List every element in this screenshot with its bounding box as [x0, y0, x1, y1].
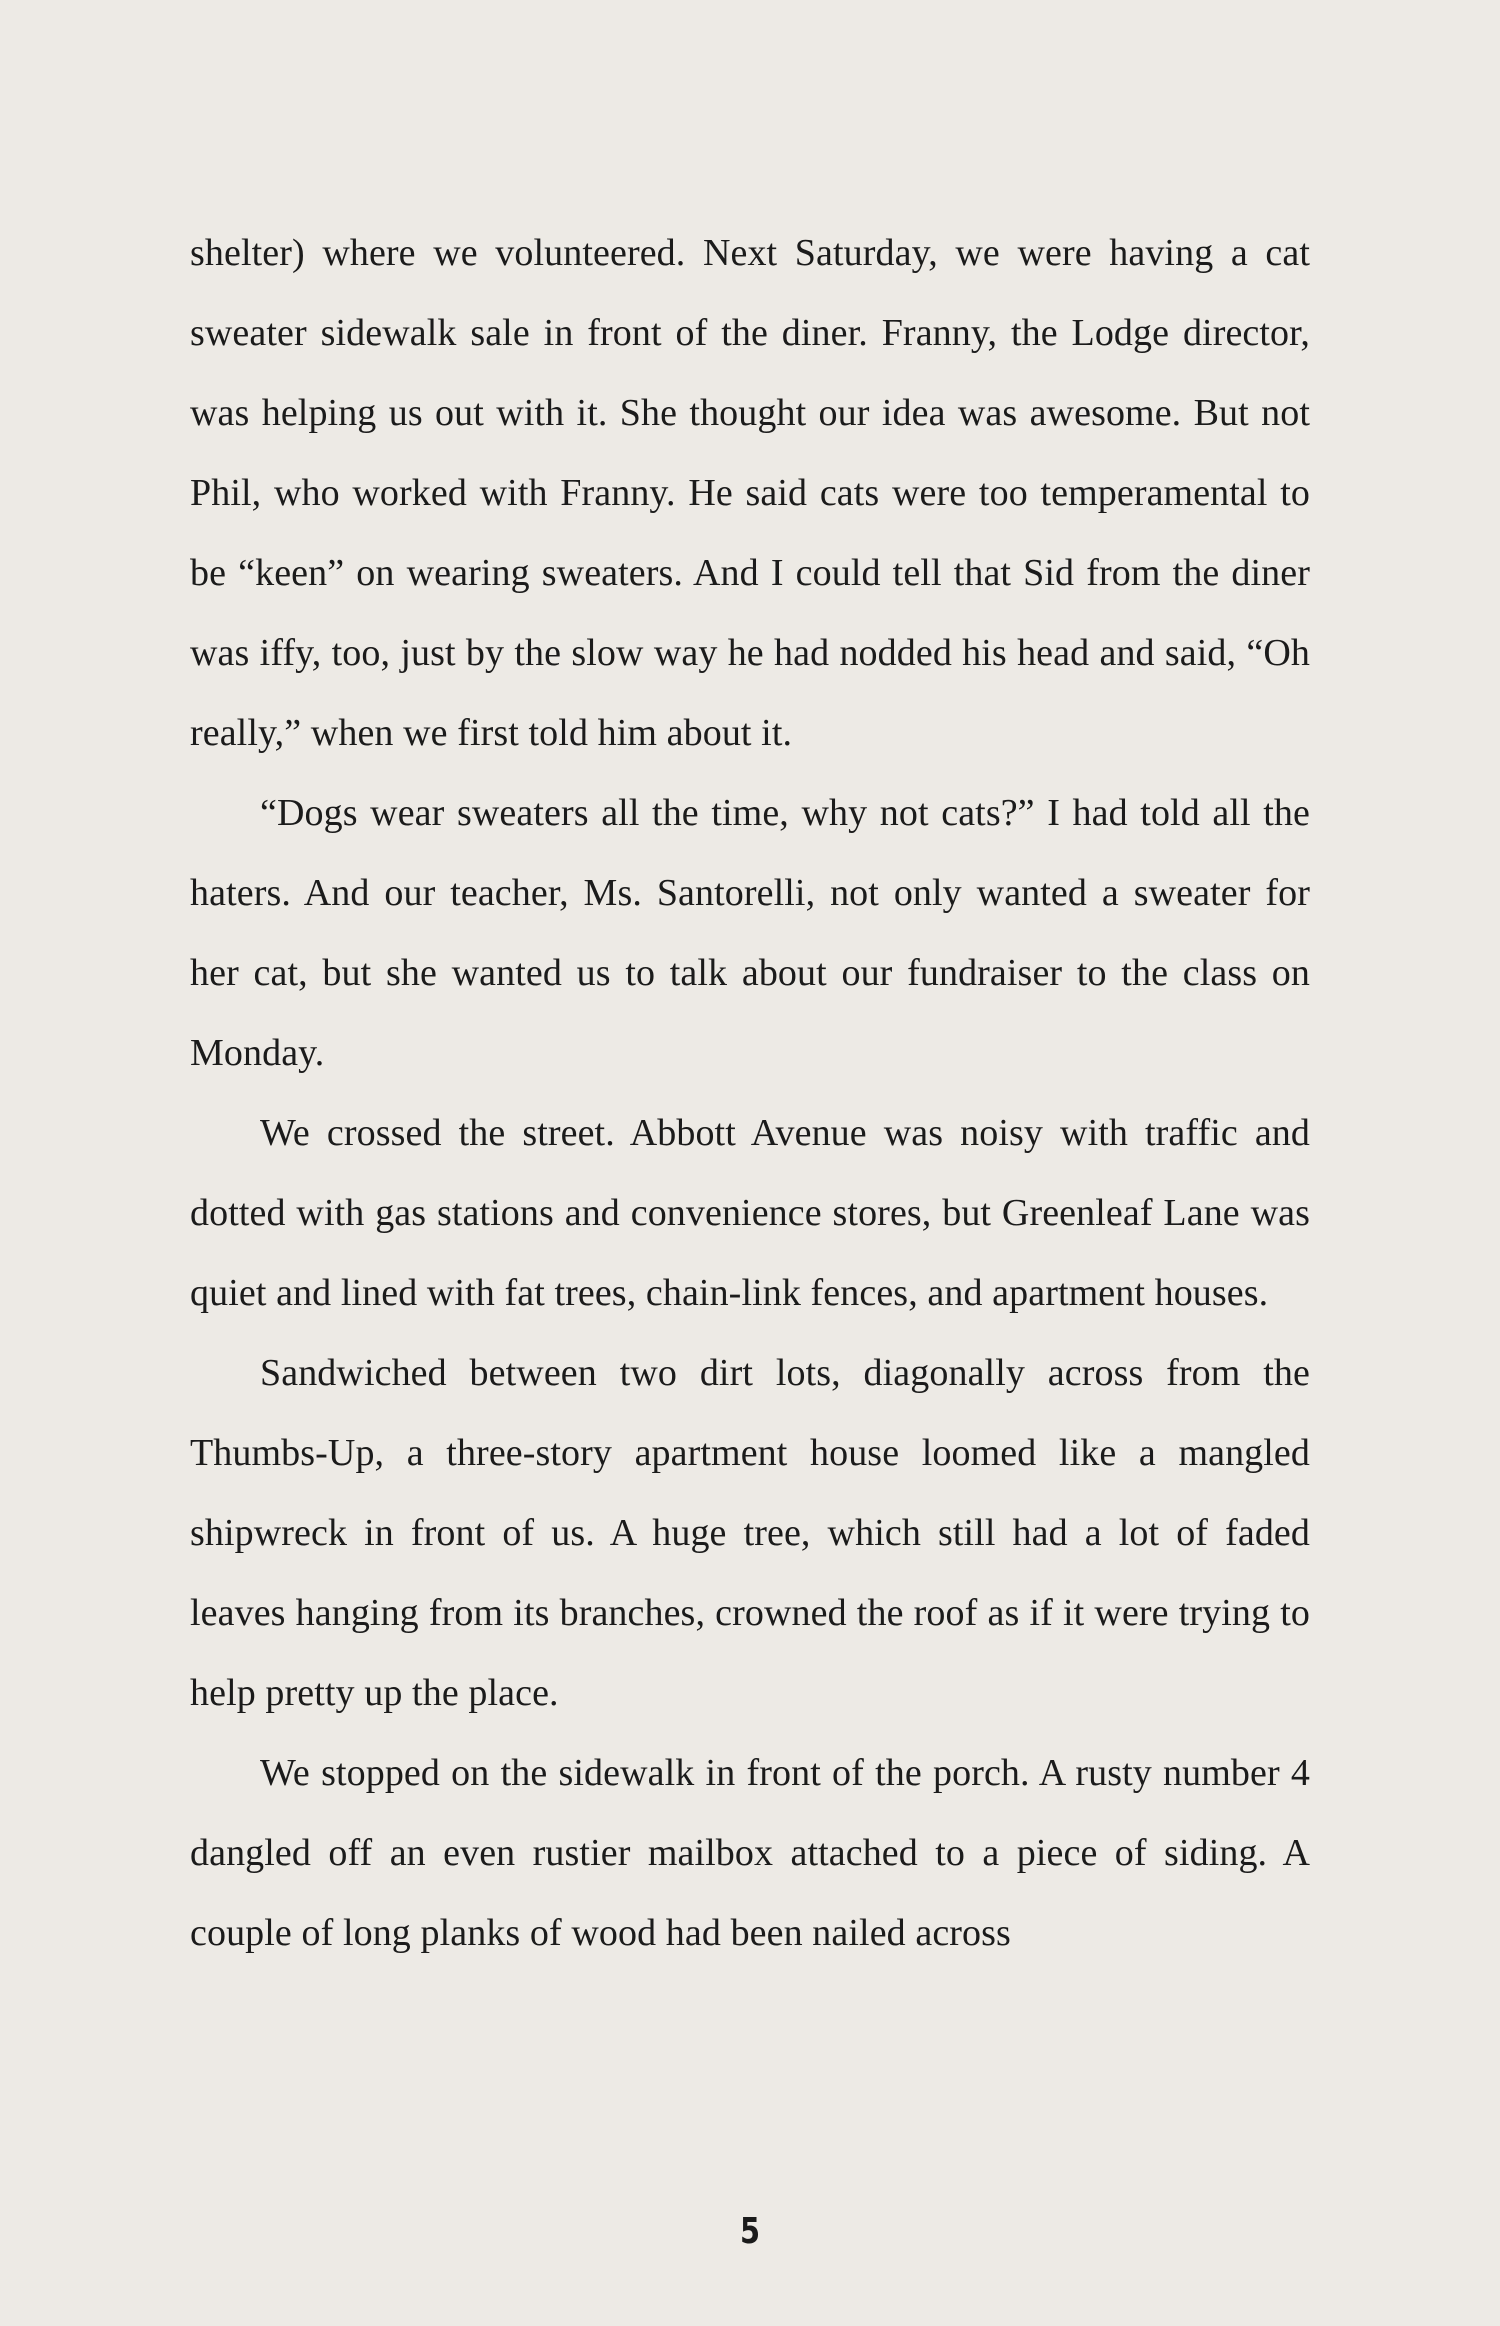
- paragraph-4: Sandwiched between two dirt lots, diagonally across from the Thumbs-Up, a three-story apartment house loomed like a mangled shipwreck in front of us. A huge tree, which still had a lot of faded leaves hanging from its branches, crowned the roof as if it were trying to help pretty up the place.: [190, 1352, 1310, 1714]
- paragraph-3: We crossed the street. Abbott Avenue was noisy with traffic and dotted with gas stations and convenience stores, but Greenleaf Lane was quiet and lined with fat trees, chain-link fences, and apartment houses.: [190, 1112, 1310, 1314]
- body-text: [190, 213, 1310, 1973]
- page-number: 5: [739, 2211, 761, 2252]
- paragraph-5: We stopped on the sidewalk in front of the porch. A rusty number 4 dangled off an even rustier mailbox attached to a piece of siding. A couple of long planks of wood had been nailed across: [190, 1752, 1310, 1954]
- paragraph-2: “Dogs wear sweaters all the time, why not cats?” I had told all the haters. And our teacher, Ms. Santorelli, not only wanted a sweater for her cat, but she wanted us to talk about our fundraiser to the class on Monday.: [190, 792, 1310, 1074]
- paragraph-1: shelter) where we volunteered. Next Saturday, we were having a cat sweater sidewalk sale in front of the diner. Franny, the Lodge director, was helping us out with it. She thought our idea was awesome. But not Phil, who worked with Franny. He said cats were too temperamental to be “keen” on wearing sweaters. And I could tell that Sid from the diner was iffy, too, just by the slow way he had nodded his head and said, “Oh really,” when we first told him about it.: [190, 232, 1310, 754]
